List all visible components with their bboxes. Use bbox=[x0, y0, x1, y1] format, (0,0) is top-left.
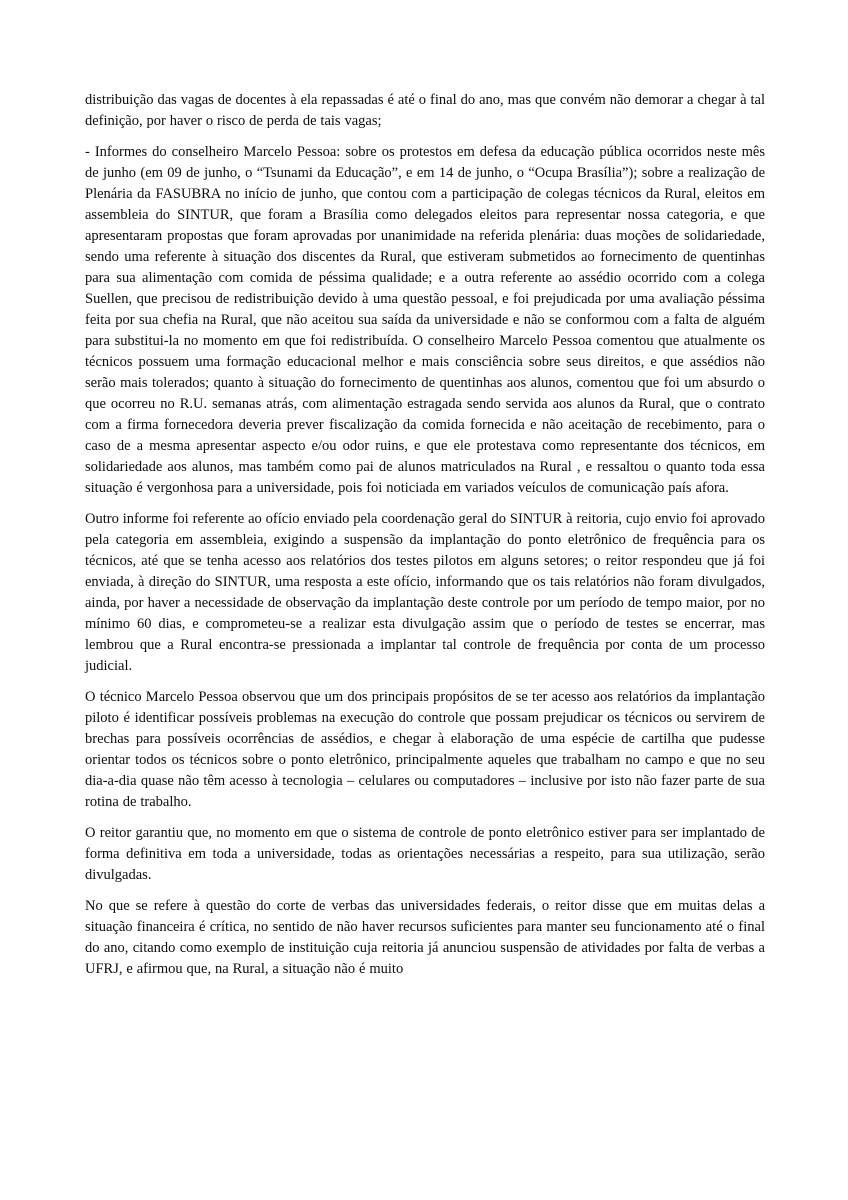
paragraph-reitor-garantiu: O reitor garantiu que, no momento em que o sistema de controle de ponto eletrônico estiver para ser implantado de forma definitiva em toda a universidade, todas as orientações necessárias a respeito, para sua utilização, serão divulgadas. bbox=[85, 825, 765, 883]
paragraph-corte-de-verbas: No que se refere à questão do corte de verbas das universidades federais, o reitor disse que em muitas delas a situação financeira é crítica, no sentido de não haver recursos suficientes para manter seu funcionamento até o final do ano, citando como exemplo de instituição cuja reitoria já anunciou suspensão de atividades por falta de verbas a UFRJ, e afirmou que, na Rural, a situação não é muito bbox=[85, 898, 765, 977]
paragraph-continuation: distribuição das vagas de docentes à ela repassadas é até o final do ano, mas que convém não demorar a chegar à tal definição, por haver o risco de perda de tais vagas; bbox=[85, 92, 765, 129]
paragraph-outro-informe-oficio: Outro informe foi referente ao ofício enviado pela coordenação geral do SINTUR à reitoria, cujo envio foi aprovado pela categoria em assembleia, exigindo a suspensão da implantação do ponto eletrônico de frequência para os técnicos, até que se tenha acesso aos relatórios dos testes pilotos em alguns setores; o reitor respondeu que já foi enviada, à direção do SINTUR, uma resposta a este ofício, informando que os tais relatórios não foram divulgados, ainda, por haver a necessidade de observação da implantação deste controle por um período de tempo maior, por no mínimo 60 dias, e comprometeu-se a realizar esta divulgação assim que o período de testes se encerrar, mas lembrou que a Rural encontra-se pressionada a implantar tal controle de frequência por conta de um processo judicial. bbox=[85, 511, 765, 674]
paragraph-tecnico-observou: O técnico Marcelo Pessoa observou que um dos principais propósitos de se ter acesso aos relatórios da implantação piloto é identificar possíveis problemas na execução do controle que possam prejudicar os técnicos ou servirem de brechas para possíveis ocorrências de assédios, e chegar à elaboração de uma espécie de cartilha que pudesse orientar todos os técnicos sobre o ponto eletrônico, principalmente aqueles que trabalham no campo e que no seu dia-a-dia quase não têm acesso à tecnologia – celulares ou computadores – inclusive por isto não fazer parte de sua rotina de trabalho. bbox=[85, 689, 765, 810]
paragraph-informes-conselheiro: - Informes do conselheiro Marcelo Pessoa: sobre os protestos em defesa da educação pública ocorridos neste mês de junho (em 09 de junho, o “Tsunami da Educação”, e em 14 de junho, o “Ocupa Brasília”); sobre a realização de Plenária da FASUBRA no início de junho, que contou com a participação de colegas técnicos da Rural, eleitos em assembleia do SINTUR, que foram a Brasília como delegados eleitos para representar nossa categoria, e que apresentaram propostas que foram aprovadas por unanimidade na referida plenária: duas moções de solidariedade, sendo uma referente à situação dos discentes da Rural, que estiveram submetidos ao fornecimento de quentinhas para sua alimentação com comida de péssima qualidade; e a outra referente ao assédio ocorrido com a colega Suellen, que precisou de redistribuição devido à uma questão pessoal, e foi prejudicada por uma avaliação péssima feita por sua chefia na Rural, que não aceitou sua saída da universidade e não se conformou com a falta de alguém para substitui-la no momento em que foi redistribuída. O conselheiro Marcelo Pessoa comentou que atualmente os técnicos possuem uma formação educacional melhor e mais consciência sobre seus direitos, e que assédios não serão mais tolerados; quanto à situação do fornecimento de quentinhas aos alunos, comentou que foi um absurdo o que ocorreu no R.U. semanas atrás, com alimentação estragada sendo servida aos alunos da Rural, que o contrato com a firma fornecedora deveria prever fiscalização da comida fornecida e não aceitação de recebimento, para o caso de a mesma apresentar aspecto e/ou odor ruins, e que ele protestava como representante dos técnicos, em solidariedade aos alunos, mas também como pai de alunos matriculados na Rural , e ressaltou o quanto toda essa situação é vergonhosa para a universidade, pois foi noticiada em variados veículos de comunicação país afora. bbox=[85, 144, 765, 496]
